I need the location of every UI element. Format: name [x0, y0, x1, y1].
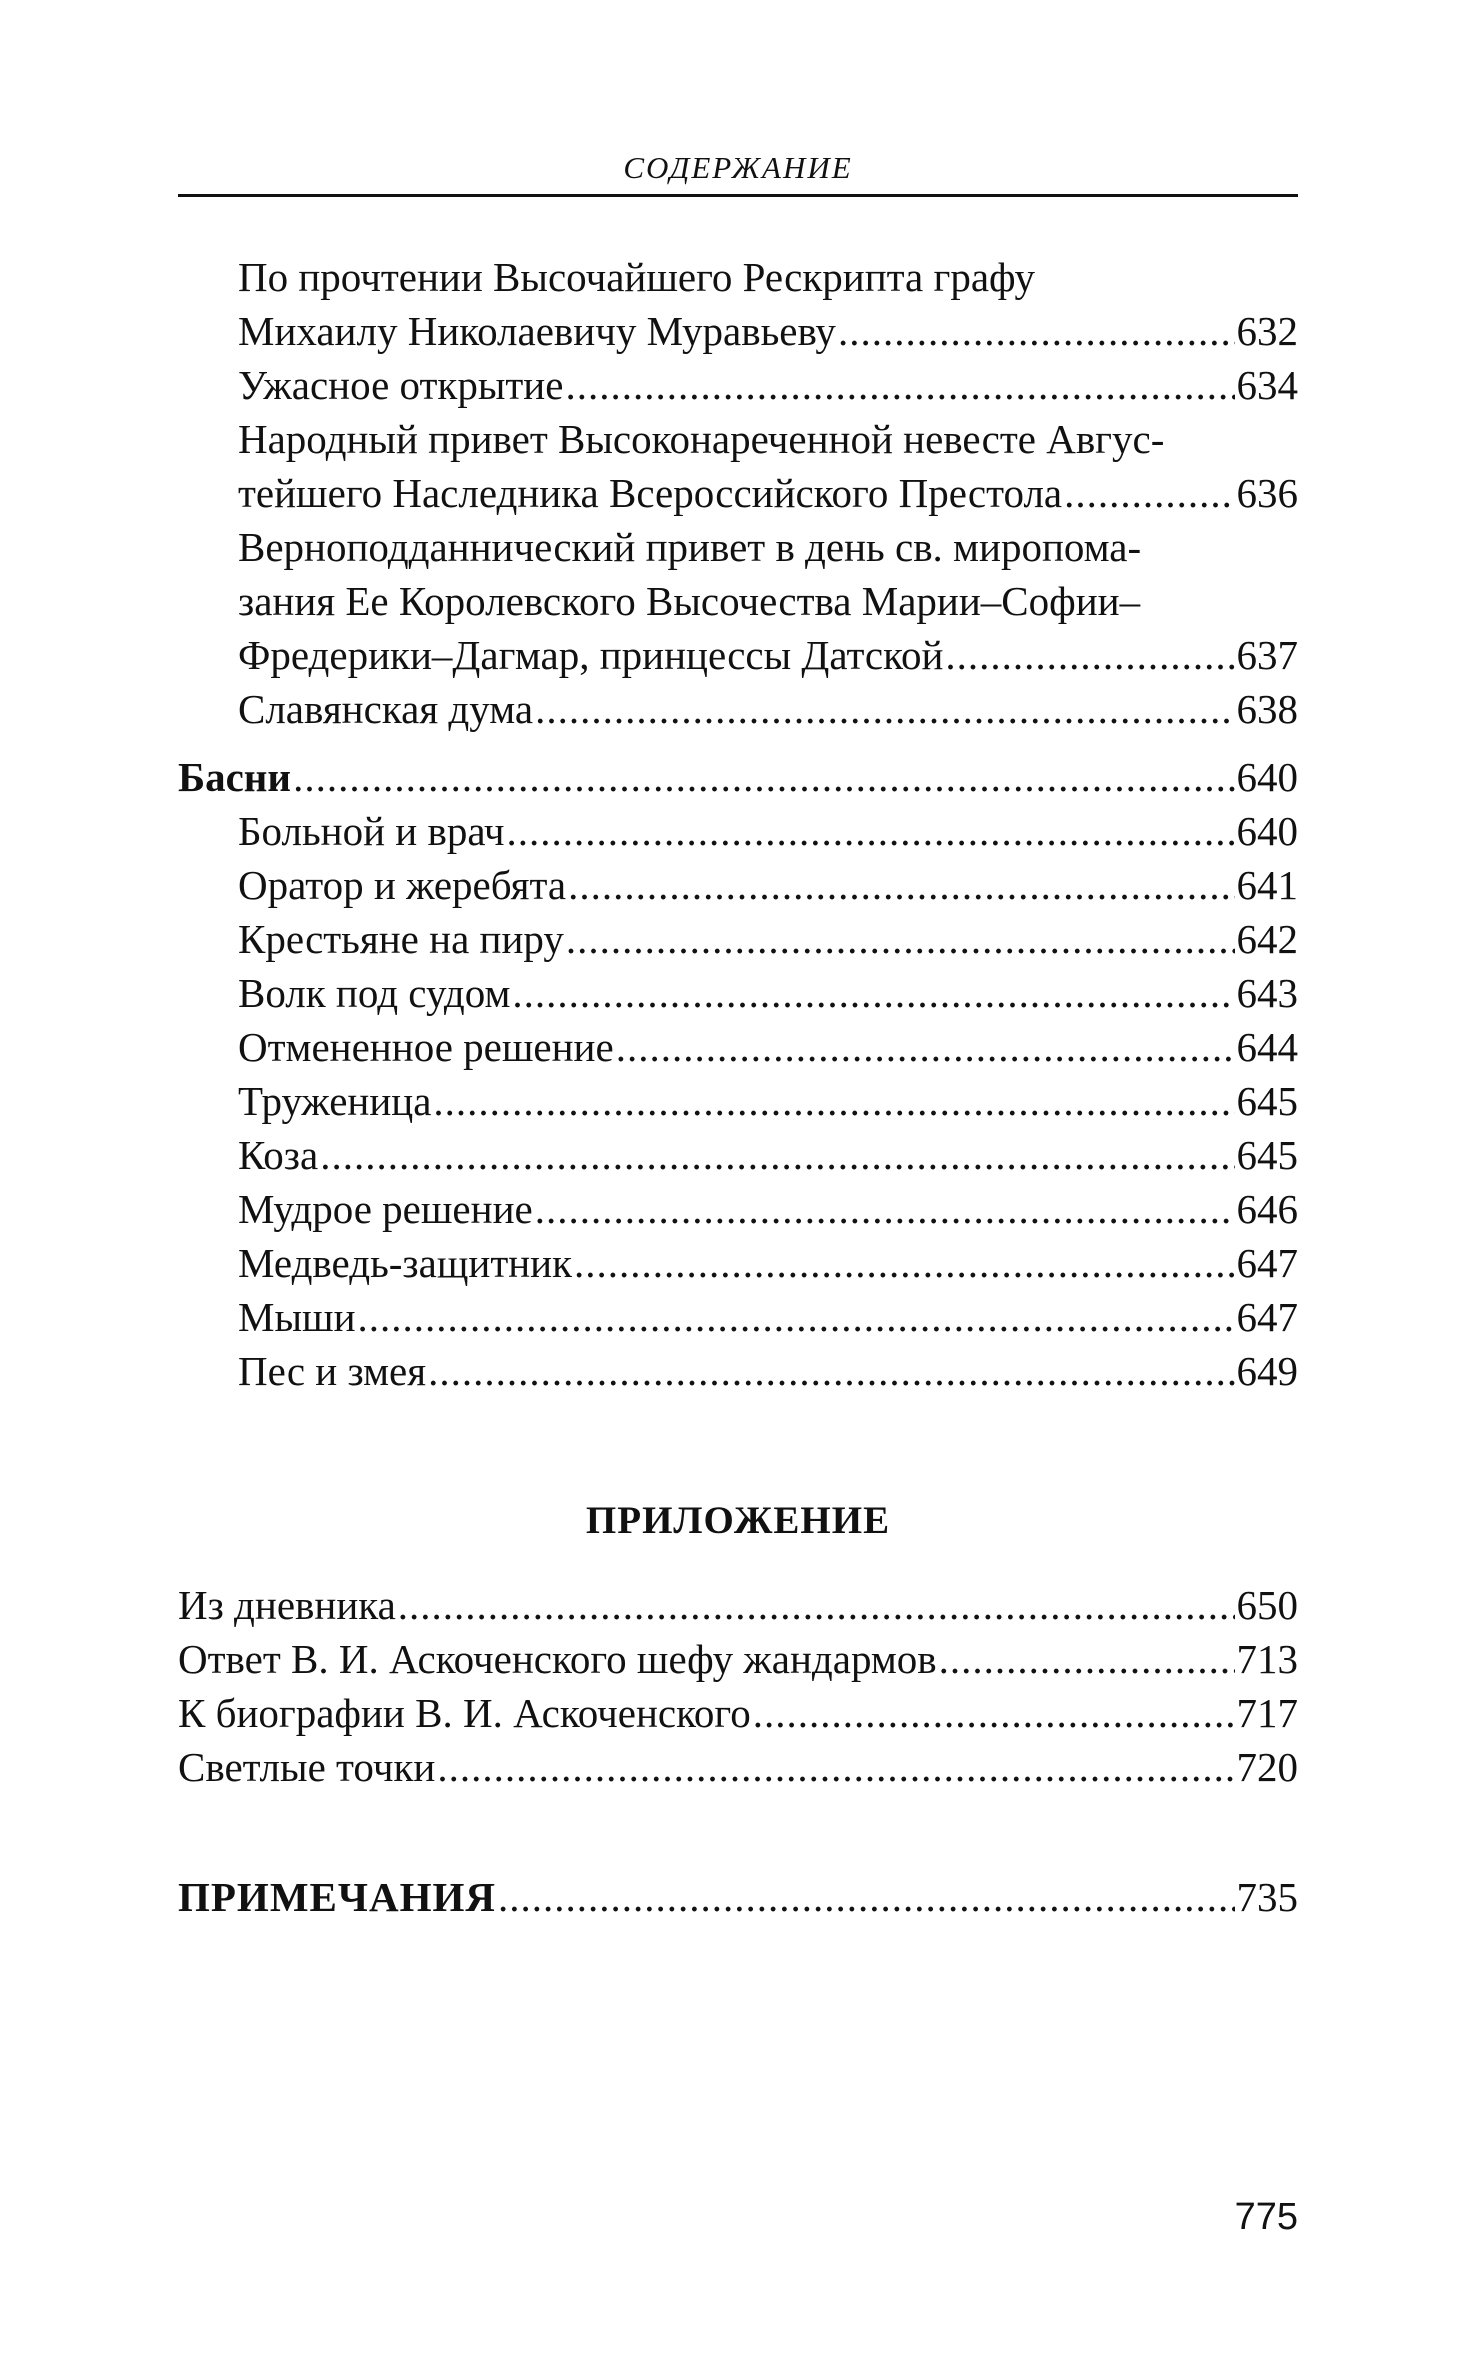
toc-entry-title: Мудрое решение	[238, 1186, 533, 1232]
toc-page-number: 640	[1236, 754, 1298, 800]
toc-entry-title: Коза	[238, 1132, 319, 1178]
toc-entry[interactable]	[178, 682, 1298, 736]
dot-leader	[753, 1686, 1235, 1740]
toc-page-number: 645	[1236, 1078, 1298, 1124]
toc-entry-title: Волк под судом	[238, 970, 511, 1016]
table-of-contents	[178, 250, 1298, 1924]
dot-leader	[293, 750, 1234, 804]
toc-page-number: 649	[1236, 1348, 1298, 1394]
toc-entry[interactable]	[178, 1344, 1298, 1398]
toc-entry-title: тейшего Наследника Всероссийского Престола	[238, 470, 1063, 516]
toc-entry[interactable]	[178, 628, 1298, 682]
toc-entry-title: Отмененное решение	[238, 1024, 614, 1070]
toc-page-number: 638	[1236, 686, 1298, 732]
toc-entry-title: Больной и врач	[238, 808, 505, 854]
toc-page-number: 642	[1236, 916, 1298, 962]
toc-page-number: 643	[1236, 970, 1298, 1016]
toc-page-number: 636	[1236, 470, 1298, 516]
toc-entry-title: Пес и змея	[238, 1348, 427, 1394]
dot-leader	[535, 1182, 1235, 1236]
toc-entry[interactable]	[178, 858, 1298, 912]
dot-leader	[838, 304, 1235, 358]
dot-leader	[320, 1128, 1234, 1182]
dot-leader	[437, 1740, 1234, 1794]
dot-leader	[565, 358, 1234, 412]
dot-leader	[428, 1344, 1234, 1398]
toc-page-number: 650	[1236, 1582, 1298, 1628]
toc-page-number: 645	[1236, 1132, 1298, 1178]
toc-page-number: 647	[1236, 1240, 1298, 1286]
toc-page-number: 720	[1236, 1744, 1298, 1790]
toc-section-notes[interactable]	[178, 1870, 1298, 1924]
toc-section-fables[interactable]	[178, 750, 1298, 804]
toc-page-number: 640	[1236, 808, 1298, 854]
toc-page-number: 646	[1236, 1186, 1298, 1232]
toc-page-number: 637	[1236, 632, 1298, 678]
dot-leader	[398, 1578, 1235, 1632]
toc-page-number: 647	[1236, 1294, 1298, 1340]
toc-section-title: Басни	[178, 754, 292, 800]
dot-leader	[568, 858, 1234, 912]
toc-entry-title: Медведь-защитник	[238, 1240, 573, 1286]
toc-entry[interactable]	[178, 1632, 1298, 1686]
toc-entry-line: По прочтении Высочайшего Рескрипта графу	[238, 254, 1036, 300]
toc-entry-title: Фредерики–Дагмар, принцессы Датской	[238, 632, 944, 678]
toc-entry[interactable]	[178, 304, 1298, 358]
toc-entry-title: Светлые точки	[178, 1744, 436, 1790]
dot-leader	[566, 912, 1235, 966]
toc-entry[interactable]	[178, 966, 1298, 1020]
toc-entry-line: Верноподданнический привет в день св. миропома-	[238, 524, 1142, 570]
toc-entry[interactable]	[178, 466, 1298, 520]
toc-page-number: 641	[1236, 862, 1298, 908]
toc-entry[interactable]	[178, 912, 1298, 966]
toc-entry-title: Крестьяне на пиру	[238, 916, 564, 962]
toc-entry-title: Ответ В. И. Аскоченского шефу жандармов	[178, 1636, 937, 1682]
dot-leader	[945, 628, 1234, 682]
toc-entry-title: К биографии В. И. Аскоченского	[178, 1690, 751, 1736]
dot-leader	[507, 804, 1235, 858]
header-rule	[178, 194, 1298, 197]
toc-page-number: 713	[1236, 1636, 1298, 1682]
toc-entry-title: Ужасное открытие	[238, 362, 564, 408]
dot-leader	[574, 1236, 1234, 1290]
toc-entry[interactable]	[178, 1182, 1298, 1236]
running-header: СОДЕРЖАНИЕ	[623, 150, 853, 185]
dot-leader	[535, 682, 1234, 736]
dot-leader	[1064, 466, 1234, 520]
toc-entry-line: Народный привет Высоконареченной невесте Авгус-	[238, 416, 1165, 462]
toc-page-number: 644	[1236, 1024, 1298, 1070]
dot-leader	[616, 1020, 1235, 1074]
toc-page-number: 735	[1236, 1874, 1298, 1920]
toc-entry[interactable]	[178, 1074, 1298, 1128]
toc-entry-title: Труженица	[238, 1078, 432, 1124]
toc-page-number: 634	[1236, 362, 1298, 408]
toc-entry-title: Славянская дума	[238, 686, 534, 732]
toc-page-number: 632	[1236, 308, 1298, 354]
toc-section-title: ПРИМЕЧАНИЯ	[178, 1874, 496, 1920]
dot-leader	[498, 1870, 1235, 1924]
toc-entry[interactable]	[178, 1740, 1298, 1794]
toc-entry[interactable]	[178, 804, 1298, 858]
toc-entry[interactable]	[178, 1686, 1298, 1740]
toc-entry-title: Из дневника	[178, 1582, 396, 1628]
toc-entry[interactable]	[178, 1578, 1298, 1632]
toc-entry[interactable]	[178, 1236, 1298, 1290]
toc-entry-title: Мыши	[238, 1294, 356, 1340]
toc-entry[interactable]	[178, 358, 1298, 412]
dot-leader	[512, 966, 1234, 1020]
toc-entry[interactable]	[178, 1020, 1298, 1074]
dot-leader	[433, 1074, 1234, 1128]
toc-entry[interactable]	[178, 1290, 1298, 1344]
toc-page-number: 717	[1236, 1690, 1298, 1736]
page-number: 775	[1234, 2196, 1298, 2238]
toc-entry-title: Михаилу Николаевичу Муравьеву	[238, 308, 836, 354]
toc-entry-title: Оратор и жеребята	[238, 862, 567, 908]
appendix-heading: ПРИЛОЖЕНИЕ	[585, 1499, 891, 1542]
toc-entry[interactable]	[178, 1128, 1298, 1182]
dot-leader	[358, 1290, 1235, 1344]
dot-leader	[939, 1632, 1235, 1686]
toc-entry-line: зания Ее Королевского Высочества Марии–Софии–	[238, 578, 1141, 624]
